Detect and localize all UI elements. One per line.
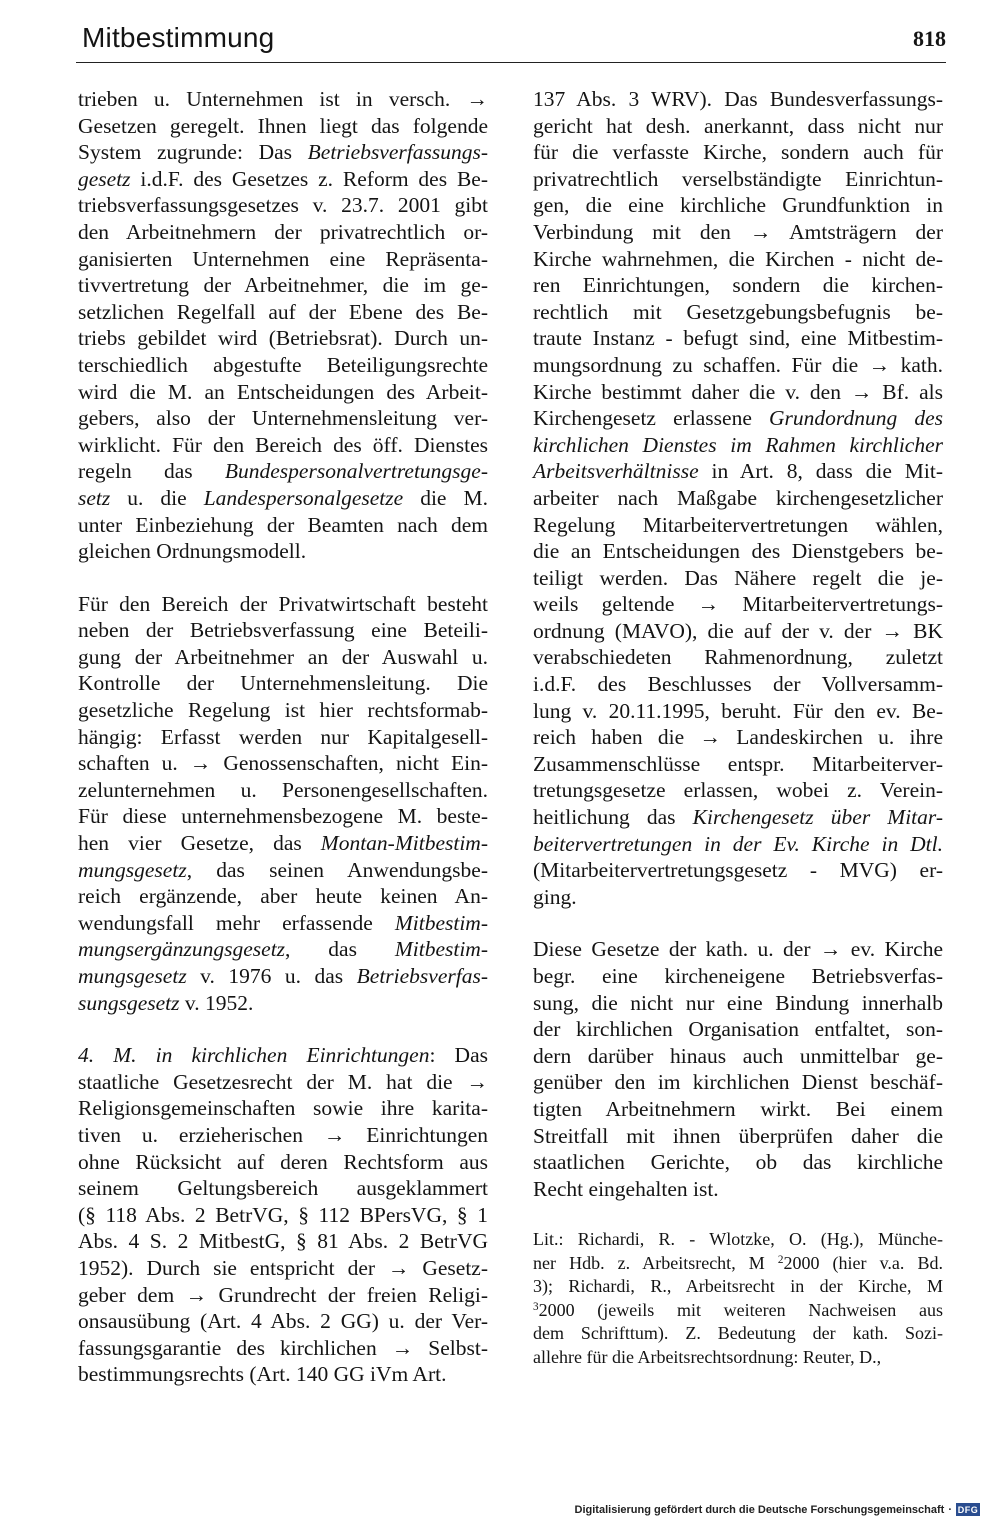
- text-line: mungsgesetz, das seinen Anwendungsbe-: [78, 857, 488, 882]
- text-line: Kirche bestimmt daher die v. den → Bf. als: [533, 379, 943, 404]
- text-line: trieben u. Unternehmen ist in versch. →: [78, 87, 488, 111]
- text-line: gesetz i.d.F. des Gesetzes z. Reform des Be-: [78, 166, 488, 191]
- text-line: Streitfall mit ihnen überprüfen daher die: [533, 1123, 943, 1148]
- text-line: traute Instanz - befugt sind, eine Mitbestim-: [533, 326, 943, 351]
- text-line: für die verfasste Kirche, sondern auch für: [533, 140, 943, 165]
- text-line: i.d.F. des Beschlusses der Vollversamm-: [533, 672, 943, 697]
- text-line: fassungsgarantie des kirchlichen → Selbst-: [78, 1335, 488, 1360]
- text-line: sungsgesetz v. 1952.: [78, 990, 254, 1015]
- text-line: gebers, also der Unternehmensleitung ver-: [78, 406, 488, 431]
- text-line: terschiedlich abgestufte Beteiligungsrechte: [78, 352, 488, 377]
- text-line: reich ergänzende, aber heute keinen An-: [78, 884, 488, 909]
- text-line: sung, die nicht nur eine Bindung innerhalb: [533, 990, 943, 1015]
- paragraph-privatwirtschaft: [78, 591, 488, 1017]
- text-line: Kirchengesetz erlassene Grundordnung des: [533, 406, 943, 431]
- text-line: gleichen Ordnungsmodell.: [78, 539, 307, 564]
- text-line: hängig: Erfasst werden nur Kapitalgesell-: [78, 724, 488, 749]
- header-title: Mitbestimmung: [82, 22, 275, 53]
- text-line: setz u. die Landespersonalgesetze die M.: [78, 485, 488, 510]
- text-line: System zugrunde: Das Betriebsverfassungs-: [78, 140, 488, 165]
- running-header: [76, 20, 946, 63]
- text-line: dem Schrifttum). Z. Bedeutung der kath. Sozi-: [533, 1323, 943, 1344]
- text-line: 1952). Durch sie entspricht der → Gesetz-: [78, 1255, 488, 1280]
- text-line: gung der Arbeitnehmer an der Auswahl u.: [78, 644, 488, 669]
- text-line: neben der Betriebsverfassung eine Beteili-: [78, 618, 488, 643]
- text-line: mungsordnung zu schaffen. Für die → kath.: [533, 352, 943, 377]
- text-line: die an Entscheidungen des Dienstgebers be-: [533, 539, 943, 564]
- text-line: geber dem → Grundrecht der freien Religi-: [78, 1282, 488, 1307]
- text-line: rechtlich mit Gesetzgebungsbefugnis be-: [533, 299, 943, 324]
- left-column: [78, 86, 488, 1388]
- text-line: unter Einbeziehung der Beamten nach dem: [78, 512, 488, 537]
- text-line: ren Einrichtungen, sondern die kirchen-: [533, 273, 943, 298]
- text-line: privatrechtlich verselbständigte Einrichtun-: [533, 166, 943, 191]
- text-line: Diese Gesetze der kath. u. der → ev. Kirche: [533, 937, 943, 962]
- text-line: ganisierten Unternehmen eine Repräsenta-: [78, 246, 488, 271]
- text-line: beitervertretungen in der Ev. Kirche in Dtl.: [533, 831, 943, 856]
- text-line: mungsergänzungsgesetz, das Mitbestim-: [78, 937, 488, 962]
- text-line: dern darüber hinaus auch unmittelbar ge-: [533, 1043, 943, 1068]
- text-line: tivvertretung der Arbeitnehmer, die im ge-: [78, 273, 488, 298]
- footer-text: Digitalisierung gefördert durch die Deutsche Forschungsgemeinschaft: [574, 1503, 945, 1516]
- text-line: bestimmungsrechts (Art. 140 GG iVm Art.: [78, 1362, 447, 1387]
- text-line: Abs. 4 S. 2 MitbestG, § 81 Abs. 2 BetrVG: [78, 1229, 488, 1254]
- text-line: (Mitarbeitervertretungsgesetz - MVG) er-: [533, 858, 943, 883]
- separator-dot: ·: [948, 1503, 952, 1516]
- text-line: allehre für die Arbeitsrechtsordnung: Reuter, D.,: [533, 1346, 882, 1367]
- paragraph-kirchliche-einrichtungen: [78, 1042, 488, 1388]
- text-line: Zusammenschlüsse entspr. Mitarbeiterver-: [533, 751, 943, 776]
- text-line: 137 Abs. 3 WRV). Das Bundesverfassungs-: [533, 87, 943, 111]
- digitization-footer: [575, 1503, 980, 1516]
- text-line: gen, die eine kirchliche Grundfunktion in: [533, 193, 943, 218]
- text-line: Kontrolle der Unternehmensleitung. Die: [78, 671, 488, 696]
- text-line: weils geltende → Mitarbeitervertretungs-: [533, 592, 943, 617]
- text-line: tiven u. erzieherischen → Einrichtungen: [78, 1122, 488, 1147]
- literature-references: [533, 1228, 943, 1369]
- text-line: verabschiedeten Rahmenordnung, zuletzt: [533, 645, 943, 670]
- text-line: gericht hat desh. anerkannt, dass nicht nur: [533, 113, 943, 138]
- text-line: heitlichung das Kirchengesetz über Mitar-: [533, 805, 944, 830]
- text-line: Für diese unternehmensbezogene M. beste-: [78, 804, 488, 829]
- text-line: teiligt werden. Das Nähere regelt die je-: [533, 565, 943, 590]
- text-line: Regelung Mitarbeitervertretungen wählen,: [533, 512, 943, 537]
- paragraph-kircheneigene-betriebsverfassung: [533, 936, 943, 1202]
- page-number: 818: [913, 26, 946, 51]
- right-column: [533, 86, 943, 1369]
- text-line: gesetzliche Regelung ist hier rechtsformab-: [78, 698, 488, 723]
- text-line: schaften u. → Genossenschaften, nicht Ein-: [78, 751, 488, 776]
- text-line: den Arbeitnehmern der privatrechtlich or-: [78, 219, 488, 244]
- text-line: wird die M. an Entscheidungen des Arbeit-: [78, 379, 488, 404]
- dfg-logo-icon: DFG: [957, 1504, 979, 1515]
- text-line: der kirchlichen Organisation entfaltet, son-: [533, 1017, 943, 1042]
- text-line: reich haben die → Landeskirchen u. ihre: [533, 725, 943, 750]
- text-line: 3); Richardi, R., Arbeitsrecht in der Kirche, M: [533, 1276, 943, 1297]
- text-line: staatliche Gesetzesrecht der M. hat die →: [78, 1069, 488, 1094]
- text-line: lung v. 20.11.1995, beruht. Für den ev. Be-: [533, 698, 943, 723]
- text-line: triebsverfassungsgesetzes v. 23.7. 2001 gibt: [78, 193, 488, 218]
- text-line: Lit.: Richardi, R. - Wlotzke, O. (Hg.), Münche-: [533, 1229, 943, 1250]
- text-line: staatlichen Gerichte, ob das kirchliche: [533, 1150, 943, 1175]
- text-line: Gesetzen geregelt. Ihnen liegt das folgende: [78, 113, 488, 138]
- paragraph-bundesverfassungsgericht: [533, 86, 943, 910]
- text-line: $^3$2000 (jeweils mit weiteren Nachweisen aus: [533, 1299, 943, 1320]
- text-line: Arbeitsverhältnisse in Art. 8, dass die Mit-: [533, 459, 943, 484]
- text-line: ner Hdb. z. Arbeitsrecht, M $^2$2000 (hier v.a. Bd.: [533, 1252, 943, 1273]
- text-line: tretungsgesetze erlassen, wobei z. Verein-: [533, 778, 943, 803]
- text-line: ging.: [533, 884, 577, 909]
- text-line: regeln das Bundespersonalvertretungsge-: [78, 459, 488, 484]
- text-line: genüber den im kirchlichen Dienst beschäf-: [533, 1070, 943, 1095]
- text-line: seinem Geltungsbereich ausgeklammert: [78, 1176, 488, 1201]
- text-line: 4. M. in kirchlichen Einrichtungen: Das: [78, 1043, 488, 1068]
- text-line: ohne Rücksicht auf deren Rechtsform aus: [78, 1149, 488, 1174]
- text-line: setzlichen Regelfall auf der Ebene des Be-: [78, 299, 488, 324]
- text-line: Religionsgemeinschaften sowie ihre karita-: [78, 1096, 488, 1121]
- text-line: triebs gebildet wird (Betriebsrat). Durch un-: [78, 326, 488, 351]
- text-line: wirklicht. Für den Bereich des öff. Dienstes: [78, 432, 488, 457]
- text-line: Recht eingehalten ist.: [533, 1176, 719, 1201]
- text-line: Verbindung mit den → Amtsträgern der: [533, 219, 943, 244]
- paragraph-betriebsverfassung: [78, 86, 488, 565]
- text-line: zelunternehmen u. Personengesellschaften.: [78, 777, 488, 802]
- text-line: mungsgesetz v. 1976 u. das Betriebsverfas-: [78, 964, 488, 988]
- text-line: hen vier Gesetze, das Montan-Mitbestim-: [78, 831, 488, 856]
- text-line: Für den Bereich der Privatwirtschaft besteht: [78, 591, 488, 616]
- text-line: (§ 118 Abs. 2 BetrVG, § 112 BPersVG, § 1: [78, 1202, 488, 1227]
- text-line: wendungsfall mehr erfassende Mitbestim-: [78, 910, 488, 935]
- text-line: tigten Arbeitnehmern wirkt. Bei einem: [533, 1096, 943, 1121]
- text-line: arbeiter nach Maßgabe kirchengesetzlicher: [533, 485, 943, 510]
- text-line: Kirche wahrnehmen, die Kirchen - nicht de-: [533, 246, 943, 271]
- text-line: begr. eine kircheneigene Betriebsverfas-: [533, 964, 943, 988]
- text-line: kirchlichen Dienstes im Rahmen kirchlicher: [533, 432, 943, 457]
- text-line: ordnung (MAVO), die auf der v. der → BK: [533, 618, 943, 643]
- text-line: onsausübung (Art. 4 Abs. 2 GG) u. der Ver-: [78, 1309, 488, 1334]
